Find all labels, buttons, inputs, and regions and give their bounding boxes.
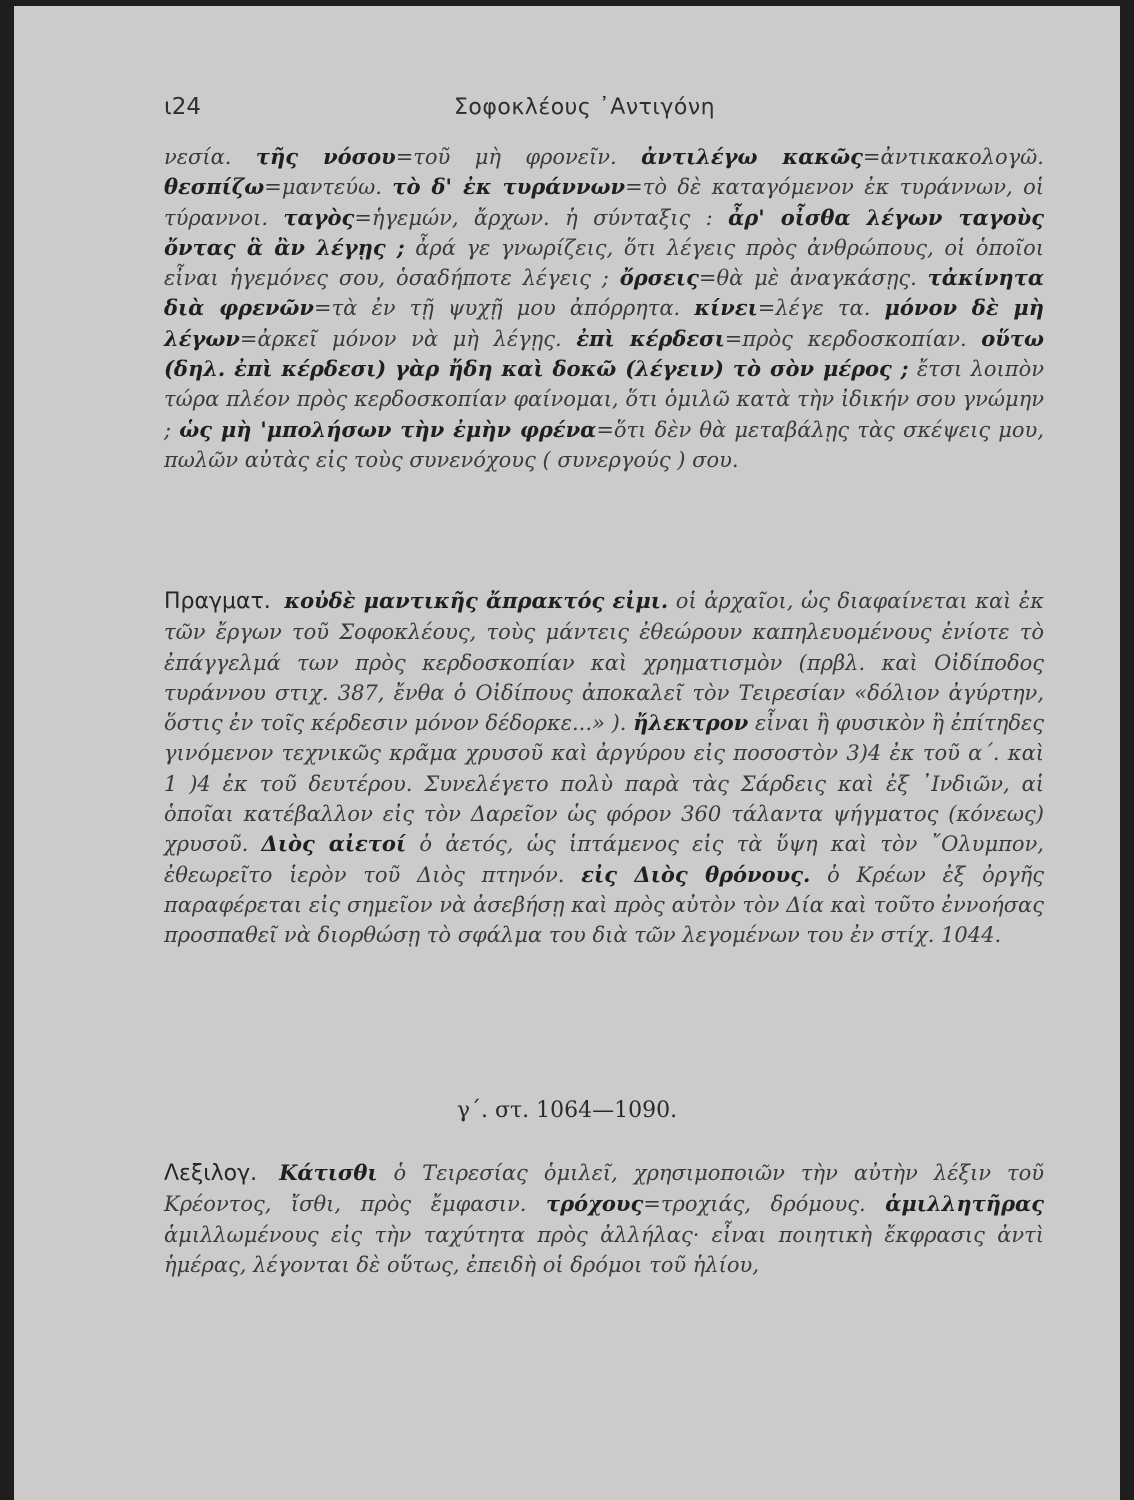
gloss-text: =ἀντικακολογῶ.	[862, 145, 1044, 169]
section-heading: γ΄. στ. 1064—1090.	[456, 1098, 678, 1123]
gloss-text: =πρὸς κερδοσκοπίαν.	[724, 326, 982, 351]
gloss-text: =τροχιάς, δρόμους.	[643, 1192, 886, 1217]
gloss-text: οἱ ἀρχαῖοι, ὡς διαφαίνεται καὶ ἐκ τῶν ἔργων τοῦ Σοφοκλέους, τοὺς μάντεις ἐθεώρουν καπηλευομένους ἐνίοτε τὸ ἐπάγγελμά των πρὸς κερδοσκοπίαν καὶ χρηματισμὸν (πρβλ. καὶ Οἰδίποδος τυράννου στιχ. 387, ἔνθα ὁ Οἰδίπους ἀποκαλεῖ τὸν Τειρεσίαν «δόλιον ἀγύρτην, ὅστις ἐν τοῖς κέρδεσιν μόνον δέδορκε...» ).	[164, 589, 1044, 736]
lemma-term: ἆρ' οἶσθα λέγων ταγοὺς ὄντας ἃ ἂν λέγῃς ;	[164, 204, 1044, 260]
lemma-term: θεσπίζω	[164, 174, 265, 200]
commentary-paragraph-3	[164, 1158, 1044, 1280]
gloss-text: =τὸ δὲ καταγόμενον ἐκ τυράννων, οἱ τύραννοι.	[164, 175, 1044, 230]
lemma-term: κίνει	[694, 295, 758, 321]
gloss-text: =ἀρκεῖ μόνον νὰ μὴ λέγῃς.	[239, 326, 577, 351]
gloss-text: ὁ ἀετός, ὡς ἱπτάμενος εἰς τὰ ὕψη καὶ τὸν ῎Ολυμπον, ἐθεωρεῖτο ἱερὸν τοῦ Διὸς πτηνόν.	[164, 832, 1044, 887]
lemma-term: ταγὸς	[283, 204, 355, 230]
gloss-text: εἶναι ἢ φυσικὸν ἢ ἐπίτηδες γινόμενον τεχνικῶς κρᾶμα χρυσοῦ καὶ ἀργύρου εἰς ποσοστὸν 3)4 ἐκ τοῦ α΄. καὶ 1 )4 ἐκ τοῦ δευτέρου. Συνελέγετο πολὺ παρὰ τὰς Σάρδεις καὶ ἐξ ᾿Ινδιῶν, αἱ ὁποῖαι κατέβαλλον εἰς τὸν Δαρεῖον ὡς φόρον 360 τάλαντα ψήγματος (κόνεως) χρυσοῦ.	[164, 711, 1044, 857]
running-title: Σοφοκλέους ᾿Αντιγόνη	[454, 95, 716, 120]
lemma-term: οὕτω (δηλ. ἐπὶ κέρδεσι) γὰρ ἤδη καὶ δοκῶ (λέγειν) τὸ σὸν μέρος ;	[164, 325, 1044, 382]
page-header	[164, 94, 964, 134]
gloss-text: =ἡγεμών, ἄρχων. ἡ σύνταξις :	[354, 205, 729, 230]
page-sheet	[14, 6, 1120, 1500]
gloss-text: =τὰ ἐν τῇ ψυχῇ μου ἀπόρρητα.	[313, 296, 695, 321]
gloss-text: =ὅτι δὲν θὰ μεταβάλῃς τὰς σκέψεις μου, πωλῶν αὐτὰς εἰς τοὺς συνενόχους ( συνεργούς ) σου.	[164, 417, 1044, 472]
gloss-text: ἁμιλλωμένους εἰς τὴν ταχύτητα πρὸς ἀλλήλας· εἶναι ποιητικὴ ἔκφρασις ἀντὶ ἡμέρας, λέγονται δὲ οὕτως, ἐπειδὴ οἱ δρόμοι τοῦ ἡλίου,	[164, 1222, 1044, 1277]
lemma-term: εἰς Διὸς θρόνους.	[581, 861, 811, 887]
commentary-paragraph-2	[164, 586, 1044, 951]
paragraph-lead-label: Λεξιλογ.	[164, 1161, 258, 1186]
lemma-term: ἀντιλέγω κακῶς	[641, 144, 863, 169]
gloss-text: νεσία.	[164, 145, 256, 169]
gloss-text: ὁ Τειρεσίας ὁμιλεῖ, χρησιμοποιῶν τὴν αὐτὴν λέξιν τοῦ Κρέοντος, ἴσθι, πρὸς ἔμφασιν.	[164, 1161, 1044, 1217]
gloss-text: =μαντεύω.	[264, 175, 393, 200]
lemma-term: τὸ δ' ἐκ τυράννων	[392, 174, 626, 200]
lemma-term: ὄρσεις	[619, 265, 699, 291]
lemma-term: μόνον δὲ μὴ λέγων	[164, 295, 1044, 351]
lemma-term: ἤλεκτρον	[633, 710, 749, 736]
gloss-text: ἆρά γε γνωρίζεις, ὅτι λέγεις πρὸς ἀνθρώπους, οἱ ὁποῖοι εἶναι ἡγεμόνες σου, ὁσαδήποτε λέγεις ;	[164, 235, 1045, 291]
gloss-text: ἔτσι λοιπὸν τώρα πλέον πρὸς κερδοσκοπίαν φαίνομαι, ὅτι ὁμιλῶ κατὰ τὴν ἰδικήν σου γνώμην ;	[164, 357, 1044, 442]
lemma-term: Κάτισθι	[279, 1160, 378, 1185]
lemma-term: Διὸς αἰετοί	[261, 831, 407, 857]
page-number: ι24	[164, 94, 202, 120]
paragraph-lead-label: Πραγματ.	[164, 589, 271, 614]
scanned-page	[14, 6, 1120, 1500]
lemma-term: κοὐδὲ μαντικῆς ἄπρακτός εἰμι.	[284, 588, 669, 613]
commentary-paragraph-1	[164, 142, 1044, 475]
gloss-text: =λέγε τα.	[757, 296, 885, 321]
gloss-text: ὁ Κρέων ἐξ ὀργῆς παραφέρεται εἰς σημεῖον νὰ ἀσεβήσῃ καὶ πρὸς αὐτὸν τὸν Δία καὶ τοῦτο ἐννοήσας προσπαθεῖ νὰ διορθώσῃ τὸ σφάλμα του διὰ τῶν λεγομένων του ἐν στίχ. 1044.	[164, 862, 1044, 948]
lemma-term: ἐπὶ κέρδεσι	[576, 325, 725, 351]
lemma-term: ἁμιλλητῆρας	[885, 1191, 1044, 1217]
lemma-term: τἀκίνητα διὰ φρενῶν	[164, 265, 1044, 321]
lemma-term: τρόχους	[546, 1191, 644, 1217]
gloss-text: =τοῦ μὴ φρονεῖν.	[395, 145, 642, 169]
lemma-term: τῆς νόσου	[255, 144, 396, 169]
lemma-term: ὡς μὴ 'μπολήσων τὴν ἐμὴν φρένα	[179, 416, 597, 442]
gloss-text: =θὰ μὲ ἀναγκάσῃς.	[698, 266, 928, 291]
